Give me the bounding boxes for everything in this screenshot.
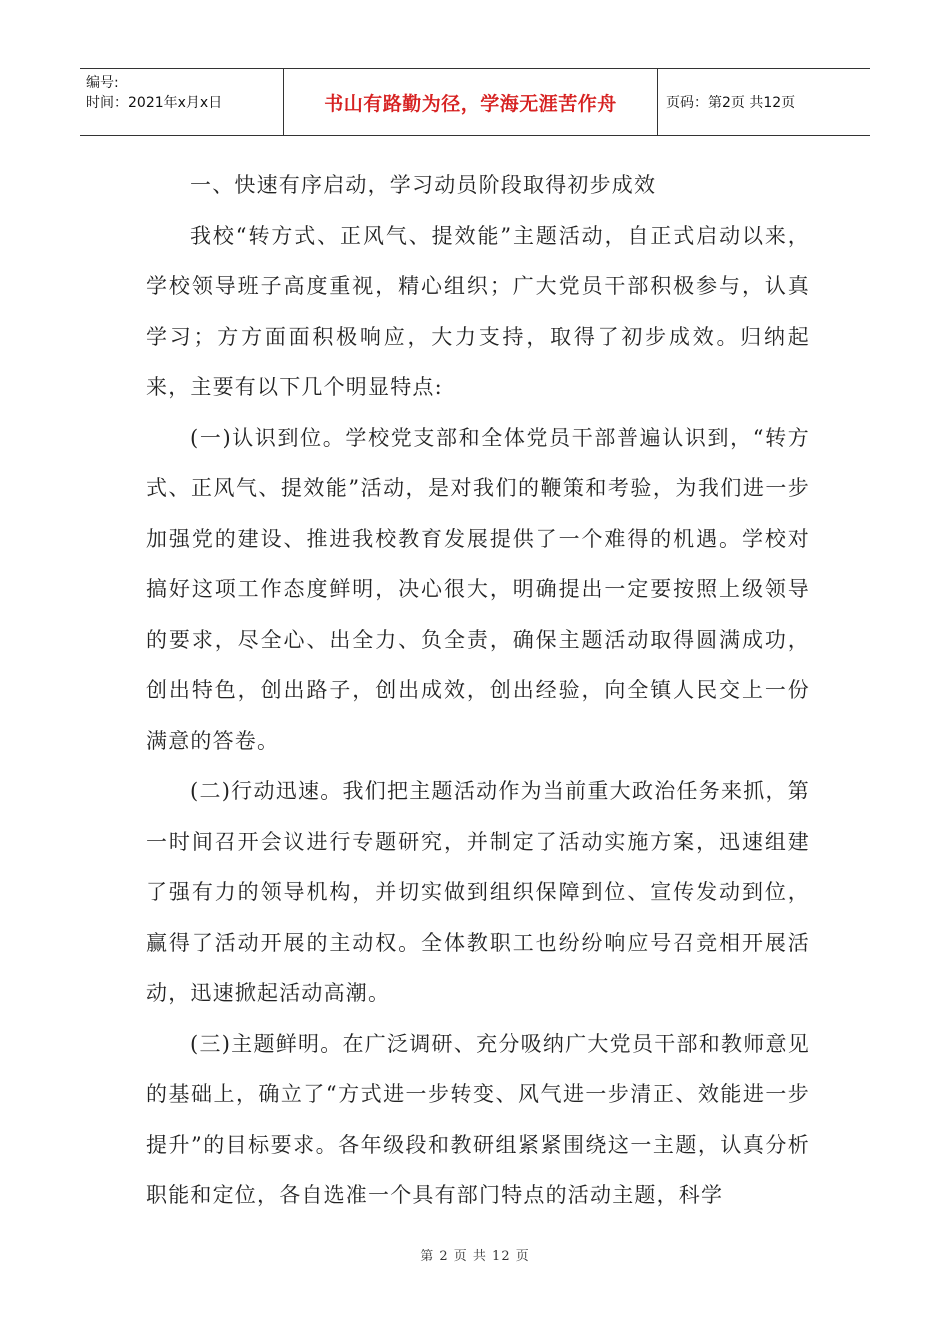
body-paragraph: (一)认识到位。学校党支部和全体党员干部普遍认识到，“转方式、正风气、提效能”活动，是对我们的鞭策和考验，为我们进一步加强党的建设、推进我校教育发展提供了一个难得的机遇。学校对搞好这项工作态度鲜明，决心很大，明确提出一定要按照上级领导的要求，尽全心、出全力、负全责，确保主题活动取得圆满成功，创出特色，创出路子，创出成效，创出经验，向全镇人民交上一份满意的答卷。 [146, 425, 810, 753]
time-label: 时间：2021年x月x日 [86, 95, 223, 111]
header-page-info: 页码：第2页 共12页 [666, 95, 796, 111]
body-paragraph: (二)行动迅速。我们把主题活动作为当前重大政治任务来抓，第一时间召开会议进行专题研究，并制定了活动实施方案，迅速组建了强有力的领导机构，并切实做到组织保障到位、宣传发动到位，赢得了活动开展的主动权。全体教职工也纷纷响应号召竞相开展活动，迅速掀起活动高潮。 [146, 779, 810, 1005]
header-page-cell [658, 69, 870, 135]
page-footer: 第 2 页 共 12 页 [420, 1249, 530, 1264]
document-header [80, 68, 870, 136]
body-paragraph: (三)主题鲜明。在广泛调研、充分吸纳广大党员干部和教师意见的基础上，确立了“方式进一步转变、风气进一步清正、效能进一步提升”的目标要求。各年级段和教研组紧紧围绕这一主题，认真分析职能和定位，各自选准一个具有部门特点的活动主题，科学 [146, 1031, 810, 1207]
document-body [146, 160, 810, 1221]
number-label: 编号: [86, 75, 119, 91]
header-motto: 书山有路勤为径，学海无涯苦作舟 [324, 92, 617, 115]
header-meta-cell [80, 69, 284, 135]
section-heading: 一、快速有序启动，学习动员阶段取得初步成效 [190, 173, 657, 197]
body-paragraph: 我校“转方式、正风气、提效能”主题活动，自正式启动以来，学校领导班子高度重视，精心组织；广大党员干部积极参与，认真学习；方方面面积极响应，大力支持，取得了初步成效。归纳起来，主要有以下几个明显特点: [146, 223, 810, 399]
header-motto-cell [284, 69, 658, 135]
